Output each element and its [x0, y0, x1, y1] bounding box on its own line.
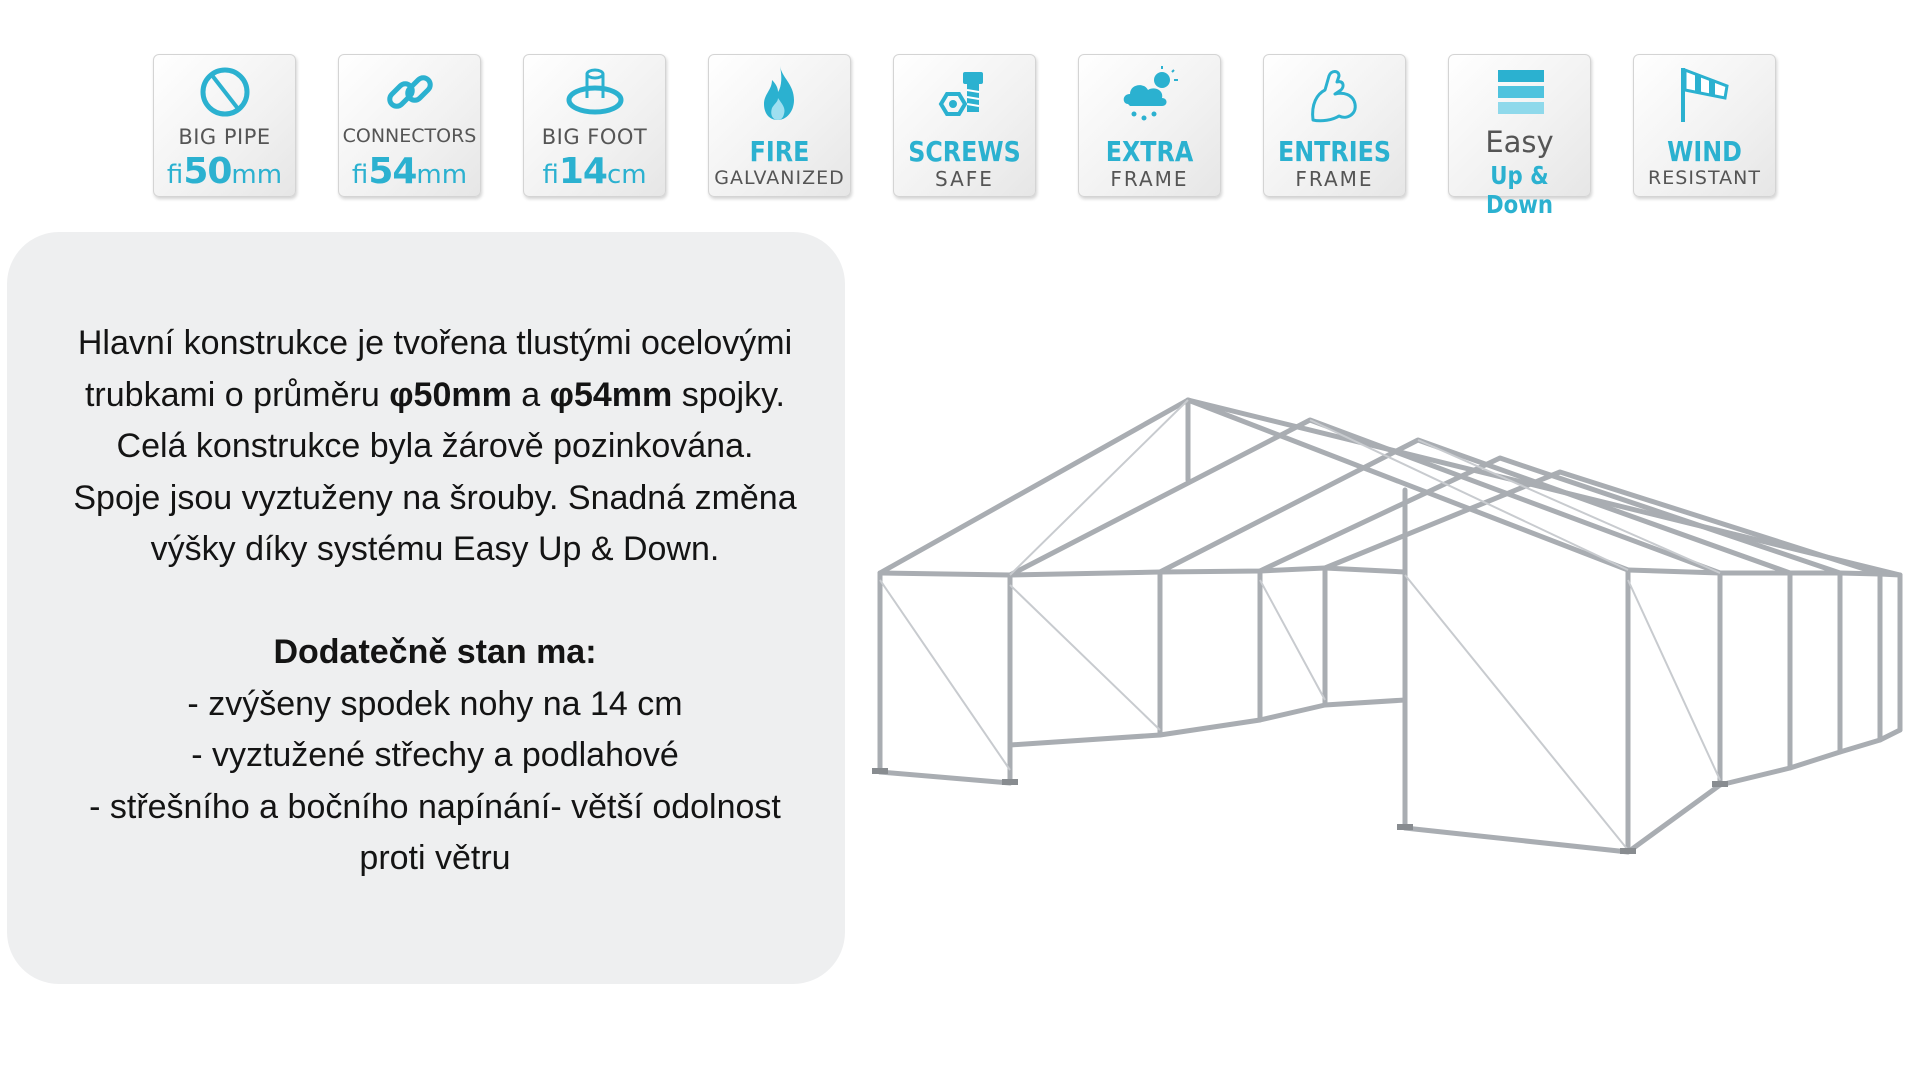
feature-sublabel: RESISTANT — [1648, 167, 1761, 189]
weather-icon — [1115, 63, 1185, 125]
extras-heading: Dodatečně stan ma: — [273, 633, 597, 671]
windsock-icon — [1670, 63, 1740, 125]
muscle-arm-icon — [1300, 63, 1370, 125]
feature-big-pipe — [153, 54, 296, 197]
extras-item: - vyztužené střechy a podlahové — [191, 736, 679, 774]
description-text — [70, 318, 800, 885]
feature-size: fi50mm — [166, 151, 283, 192]
feature-label: WIND — [1667, 135, 1742, 168]
big-foot-icon — [560, 63, 630, 125]
feature-label: SCREWS — [908, 135, 1021, 168]
feature-wind-resistant — [1633, 54, 1776, 197]
description-paragraph: Hlavní konstrukce je tvořena tlustými ocelovými trubkami o průměru φ50mm a φ54mm spojky. Celá konstrukce byla žárově pozinkována. Spoje jsou vyztuženy na šrouby. Snadná změna výšky díky systému Easy Up & Down. — [73, 324, 797, 568]
feature-label: BIG PIPE — [178, 125, 271, 149]
feature-size: fi14cm — [542, 151, 647, 192]
connectors-icon — [375, 63, 445, 125]
tent-frame-illustration — [860, 380, 1920, 880]
big-pipe-icon — [190, 63, 260, 125]
extras-item: - zvýšeny spodek nohy na 14 cm — [187, 684, 683, 723]
feature-label: Easy — [1485, 125, 1554, 159]
feature-connectors — [338, 54, 481, 197]
feature-label: ENTRIES — [1278, 135, 1391, 168]
feature-label: EXTRA — [1105, 135, 1194, 168]
feature-sublabel: FRAME — [1295, 167, 1374, 191]
screws-icon — [930, 63, 1000, 125]
feature-easy-up-down — [1448, 54, 1591, 219]
feature-fire — [708, 54, 851, 197]
feature-label: BIG FOOT — [541, 125, 648, 149]
layers-icon — [1485, 63, 1555, 125]
feature-sublabel: GALVANIZED — [714, 167, 845, 189]
extras-item: - střešního a bočního napínání- větší odolnost proti větru — [89, 787, 781, 877]
fire-icon — [745, 63, 815, 125]
feature-screws — [893, 54, 1036, 197]
feature-sublabel: SAFE — [935, 167, 994, 191]
feature-sublabel: Up & Down — [1485, 161, 1553, 219]
feature-sublabel: FRAME — [1110, 167, 1189, 191]
feature-label: CONNECTORS — [342, 125, 477, 147]
feature-label: FIRE — [749, 135, 810, 168]
feature-big-foot — [523, 54, 666, 197]
feature-size: fi54mm — [351, 151, 468, 192]
feature-extra-frame — [1078, 54, 1221, 197]
feature-badges — [153, 54, 1776, 219]
feature-entries-frame — [1263, 54, 1406, 197]
